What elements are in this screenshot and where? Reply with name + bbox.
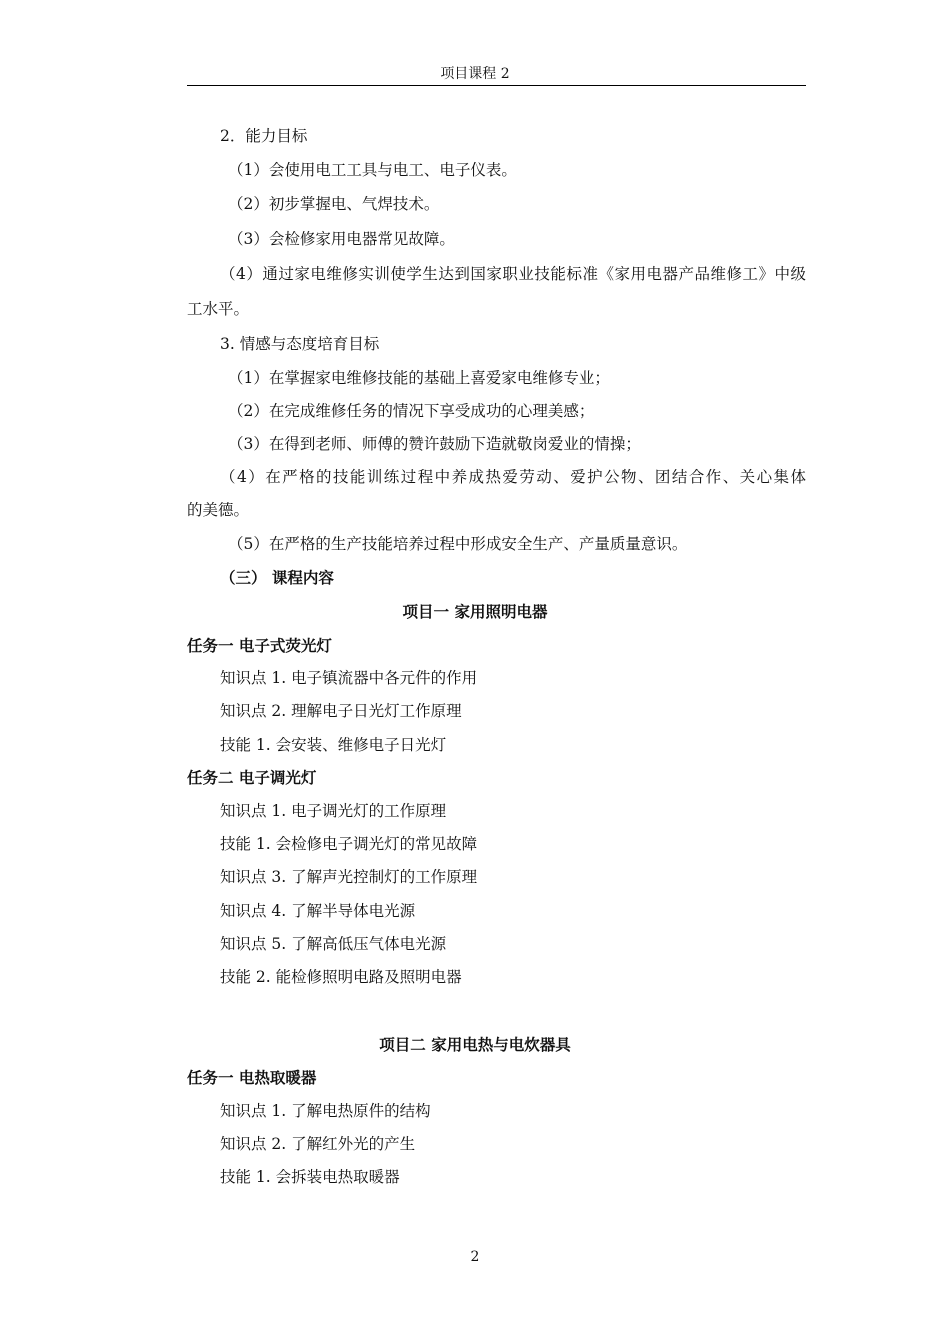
project-1-task-2-item-6: 技能 2. 能检修照明电路及照明电器 bbox=[220, 968, 462, 986]
ability-item-4-line-2: 工水平。 bbox=[187, 300, 250, 318]
attitude-heading: 3. 情感与态度培育目标 bbox=[220, 335, 380, 353]
project-1-task-2-title: 任务二 电子调光灯 bbox=[187, 769, 317, 787]
project-1-task-1-title: 任务一 电子式荧光灯 bbox=[187, 637, 332, 655]
attitude-item-5: （5）在严格的生产技能培养过程中形成安全生产、产量质量意识。 bbox=[228, 535, 688, 553]
header-divider bbox=[187, 85, 806, 86]
project-1-task-2-item-4: 知识点 4. 了解半导体电光源 bbox=[220, 902, 416, 920]
project-1-title: 项目一 家用照明电器 bbox=[402, 603, 548, 621]
attitude-item-1: （1）在掌握家电维修技能的基础上喜爱家电维修专业； bbox=[228, 369, 610, 387]
project-1-task-1-item-2: 知识点 2. 理解电子日光灯工作原理 bbox=[220, 702, 462, 720]
project-1-task-2-item-5: 知识点 5. 了解高低压气体电光源 bbox=[220, 935, 447, 953]
ability-heading: 2．能力目标 bbox=[220, 127, 308, 145]
project-1-task-2-item-2: 技能 1. 会检修电子调光灯的常见故障 bbox=[220, 835, 478, 853]
ability-item-4-line-1: （4）通过家电维修实训使学生达到国家职业技能标准《家用电器产品维修工》中级 bbox=[220, 265, 806, 283]
project-2-task-1-item-2: 知识点 2. 了解红外光的产生 bbox=[220, 1135, 416, 1153]
project-1-task-1-item-3: 技能 1. 会安装、维修电子日光灯 bbox=[220, 736, 447, 754]
ability-item-1: （1）会使用电工工具与电工、电子仪表。 bbox=[228, 161, 517, 179]
project-2-task-1-title: 任务一 电热取暖器 bbox=[187, 1069, 317, 1087]
project-2-title: 项目二 家用电热与电炊器具 bbox=[379, 1036, 571, 1054]
page-number: 2 bbox=[470, 1249, 480, 1265]
ability-item-3: （3）会检修家用电器常见故障。 bbox=[228, 230, 455, 248]
project-2-task-1-item-3: 技能 1. 会拆装电热取暖器 bbox=[220, 1168, 400, 1186]
attitude-item-3: （3）在得到老师、师傅的赞许鼓励下造就敬岗爱业的情操； bbox=[228, 435, 641, 453]
project-1-task-1-item-1: 知识点 1. 电子镇流器中各元件的作用 bbox=[220, 669, 478, 687]
project-1-task-2-item-3: 知识点 3. 了解声光控制灯的工作原理 bbox=[220, 868, 478, 886]
project-2-task-1-item-1: 知识点 1. 了解电热原件的结构 bbox=[220, 1102, 431, 1120]
content-heading: （三） 课程内容 bbox=[220, 569, 334, 587]
ability-item-2: （2）初步掌握电、气焊技术。 bbox=[228, 195, 440, 213]
project-1-task-2-item-1: 知识点 1. 电子调光灯的工作原理 bbox=[220, 802, 447, 820]
attitude-item-4-line-2: 的美德。 bbox=[187, 501, 250, 519]
attitude-item-4-line-1: （4）在严格的技能训练过程中养成热爱劳动、爱护公物、团结合作、关心集体 bbox=[220, 468, 806, 486]
page-header: 项目课程 2 bbox=[440, 66, 510, 82]
attitude-item-2: （2）在完成维修任务的情况下享受成功的心理美感； bbox=[228, 402, 595, 420]
